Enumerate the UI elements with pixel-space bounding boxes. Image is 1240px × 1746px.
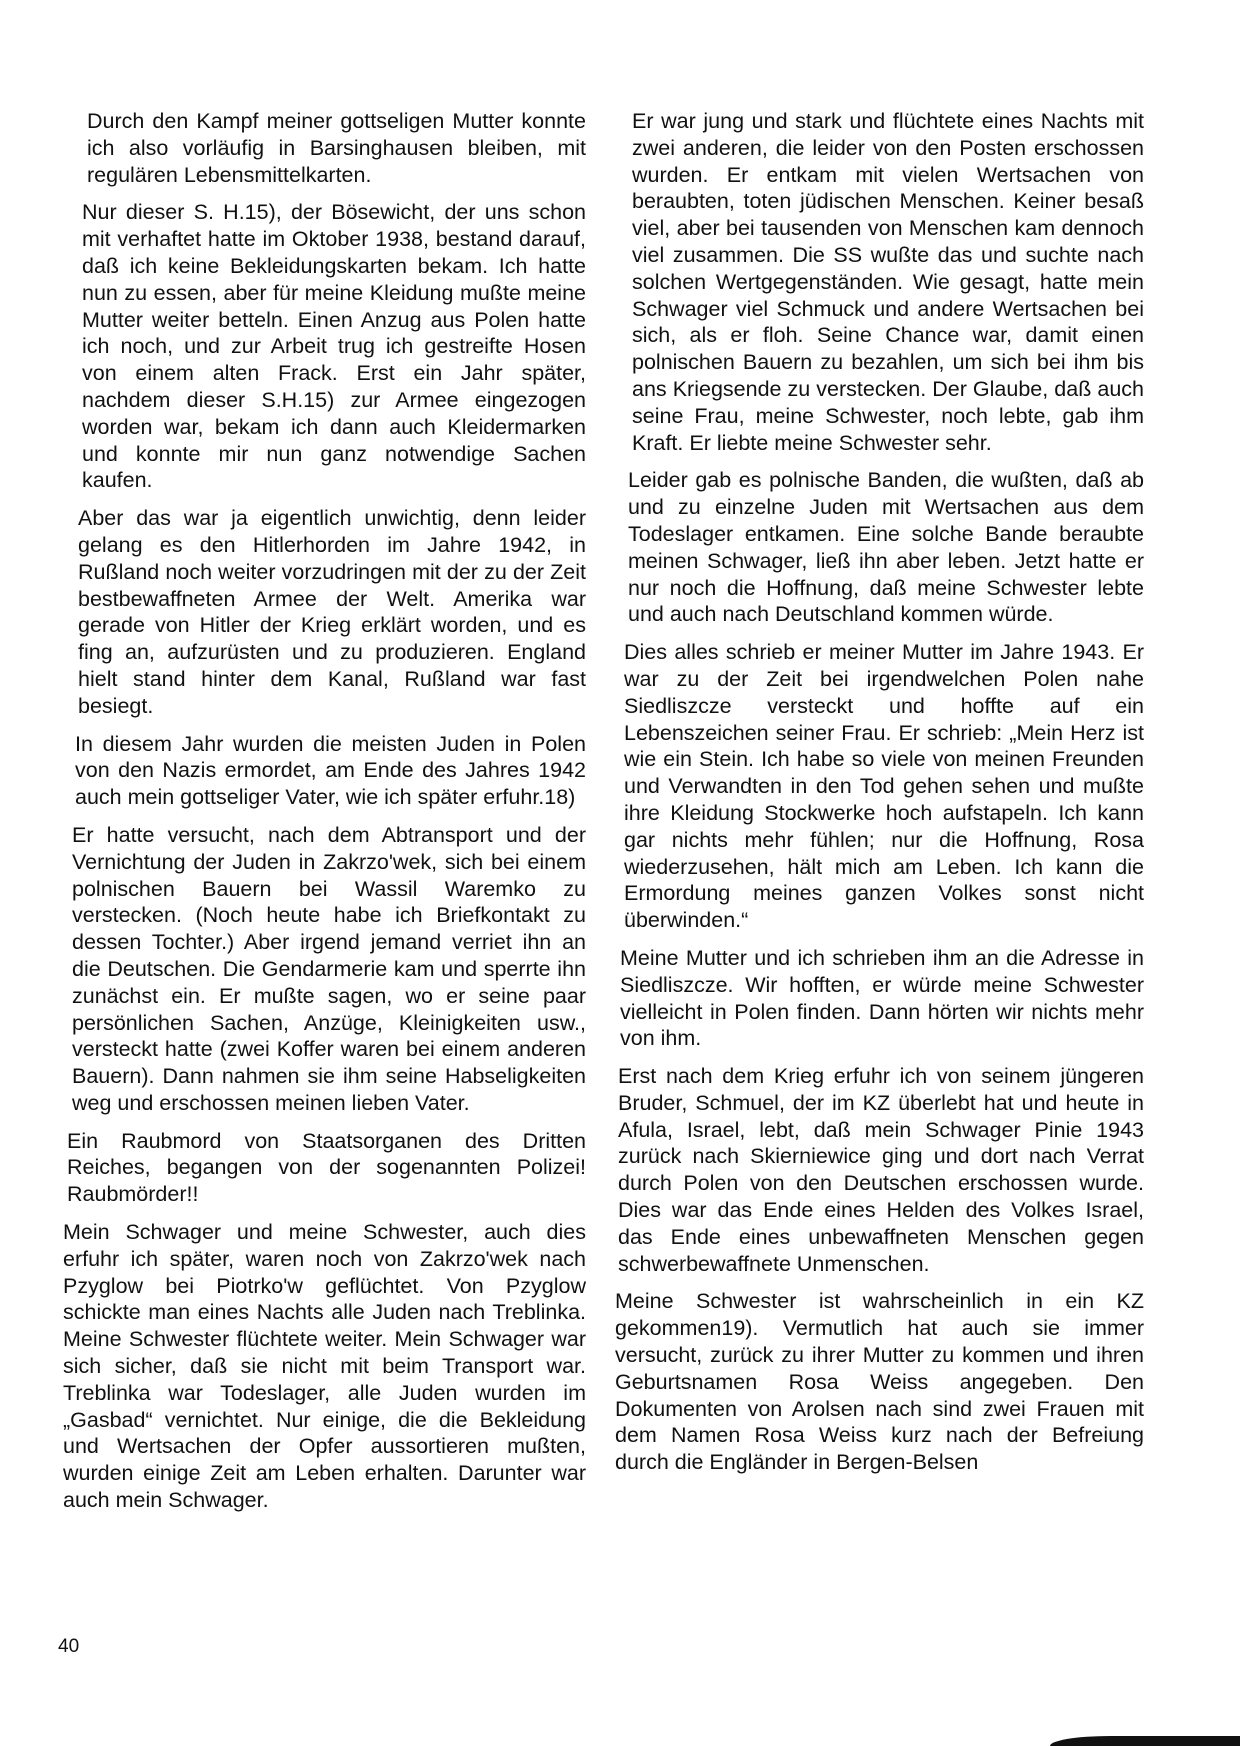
- paragraph: Erst nach dem Krieg erfuhr ich von seinem jüngeren Bruder, Schmuel, der im KZ überlebt hat und heute in Afula, Israel, lebt, daß mein Schwager Pinie 1943 zurück nach Skierniewice ging und dort nach Verrat durch Polen von den Deutschen erschossen wurde. Dies war das Ende eines Helden des Volkes Israel, das Ende eines unbewaffneten Menschen gegen schwerbewaffnete Unmenschen.: [618, 1064, 1144, 1276]
- paragraph: Dies alles schrieb er meiner Mutter im Jahre 1943. Er war zu der Zeit bei irgendwelchen Polen nahe Siedliszcze versteckt und hoffte auf ein Lebenszeichen seiner Frau. Er schrieb: „Mein Herz ist wie ein Stein. Ich habe so viele von meinen Freunden und Verwandten in den Tod gehen sehen und mußte ihre Kleidung Stockwerke hoch aufstapeln. Ich kann gar nichts mehr fühlen; nur die Hoffnung, Rosa wiederzusehen, hält mich am Leben. Ich kann die Ermordung meines ganzen Volkes sonst nicht überwinden.“: [624, 640, 1144, 933]
- paragraph: In diesem Jahr wurden die meisten Juden in Polen von den Nazis ermordet, am Ende des Jahres 1942 auch mein gottseliger Vater, wie ich später erfuhr.18): [75, 731, 586, 810]
- paragraph: Durch den Kampf meiner gottseligen Mutter konnte ich also vorläufig in Barsinghausen bleiben, mit regulären Lebensmittelkarten.: [87, 109, 586, 187]
- paragraph: Meine Mutter und ich schrieben ihm an die Adresse in Siedliszcze. Wir hofften, er würde meine Schwester vielleicht in Polen finden. Dann hörten wir nichts mehr von ihm.: [620, 945, 1144, 1051]
- left-column: [60, 108, 586, 1525]
- paragraph: Er hatte versucht, nach dem Abtransport und der Vernichtung der Juden in Zakrzo'wek, sich bei einem polnischen Bauern bei Wassil Waremko zu verstecken. (Noch heute habe ich Briefkontakt zu dessen Tochter.) Aber irgend jemand verriet ihn an die Deutschen. Die Gendarmerie kam und sperrte ihn zunächst ein. Er mußte sagen, wo er seine paar persönlichen Sachen, Anzüge, Kleinigkeiten usw., versteckt hatte (zwei Koffer waren bei einem anderen Bauern). Dann nahmen sie ihm seine Habseligkeiten weg und erschossen meinen lieben Vater.: [72, 822, 586, 1115]
- paragraph: Er war jung und stark und flüchtete eines Nachts mit zwei anderen, die leider von den Posten erschossen wurden. Er entkam mit vielen Wertsachen von beraubten, toten jüdischen Menschen. Keiner besaß viel, aber bei tausenden von Menschen kam dennoch viel zusammen. Die SS wußte das und suchte nach solchen Wertgegenständen. Wie gesagt, hatte mein Schwager viel Schmuck und andere Wertsachen bei sich, als er floh. Seine Chance war, damit einen polnischen Bauern zu bezahlen, um sich bei ihm bis ans Kriegsende zu verstecken. Der Glaube, daß auch seine Frau, meine Schwester, noch lebte, gab ihm Kraft. Er liebte meine Schwester sehr.: [632, 109, 1144, 455]
- paragraph: Nur dieser S. H.15), der Bösewicht, der uns schon mit verhaftet hatte im Oktober 1938, bestand darauf, daß ich keine Bekleidungskarten bekam. Ich hatte nun zu essen, aber für meine Kleidung mußte meine Mutter weiter betteln. Einen Anzug aus Polen hatte ich noch, und zur Arbeit trug ich gestreifte Hosen von einem alten Frack. Erst ein Jahr später, nachdem dieser S.H.15) zur Armee eingezogen worden war, bekam ich dann auch Kleidermarken und konnte mir nun ganz notwendige Sachen kaufen.: [82, 200, 586, 493]
- paragraph: Meine Schwester ist wahrscheinlich in ein KZ gekommen19). Vermutlich hat auch sie immer versucht, zurück zu ihrer Mutter zu kommen und ihren Geburtsnamen Rosa Weiss angegeben. Den Dokumenten von Arolsen nach sind zwei Frauen mit dem Namen Rosa Weiss kurz nach der Befreiung durch die Engländer in Bergen-Belsen: [615, 1289, 1144, 1475]
- paragraph: Ein Raubmord von Staatsorganen des Dritten Reiches, begangen von der sogenannten Polizei! Raubmörder!!: [67, 1128, 586, 1207]
- page-number: 40: [58, 1636, 80, 1657]
- right-column: [612, 108, 1144, 1487]
- paragraph: Leider gab es polnische Banden, die wußten, daß ab und zu einzelne Juden mit Wertsachen aus dem Todeslager entkamen. Eine solche Bande beraubte meinen Schwager, ließ ihn aber leben. Jetzt hatte er nur noch die Hoffnung, daß meine Schwester lebte und auch nach Deutschland kommen würde.: [628, 468, 1144, 627]
- scan-edge-mark: [1050, 1736, 1240, 1746]
- paragraph: Aber das war ja eigentlich unwichtig, denn leider gelang es den Hitlerhorden im Jahre 1942, in Rußland noch weiter vorzudringen mit der zu der Zeit bestbewaffneten Armee der Welt. Amerika war gerade von Hitler der Krieg erklärt worden, und es fing an, aufzurüsten und zu produzieren. England hielt stand hinter dem Kanal, Rußland war fast besiegt.: [78, 506, 586, 718]
- paragraph: Mein Schwager und meine Schwester, auch dies erfuhr ich später, waren noch von Zakrzo'wek nach Pzyglow bei Piotrko'w geflüchtet. Von Pzyglow schickte man eines Nachts alle Juden nach Treblinka. Meine Schwester flüchtete weiter. Mein Schwager war sich sicher, daß sie nicht mit beim Transport war. Treblinka war Todeslager, alle Juden wurden im „Gasbad“ vernichtet. Nur einige, die die Bekleidung und Wertsachen der Opfer aussortieren mußten, wurden einige Zeit am Leben erhalten. Darunter war auch mein Schwager.: [63, 1220, 586, 1513]
